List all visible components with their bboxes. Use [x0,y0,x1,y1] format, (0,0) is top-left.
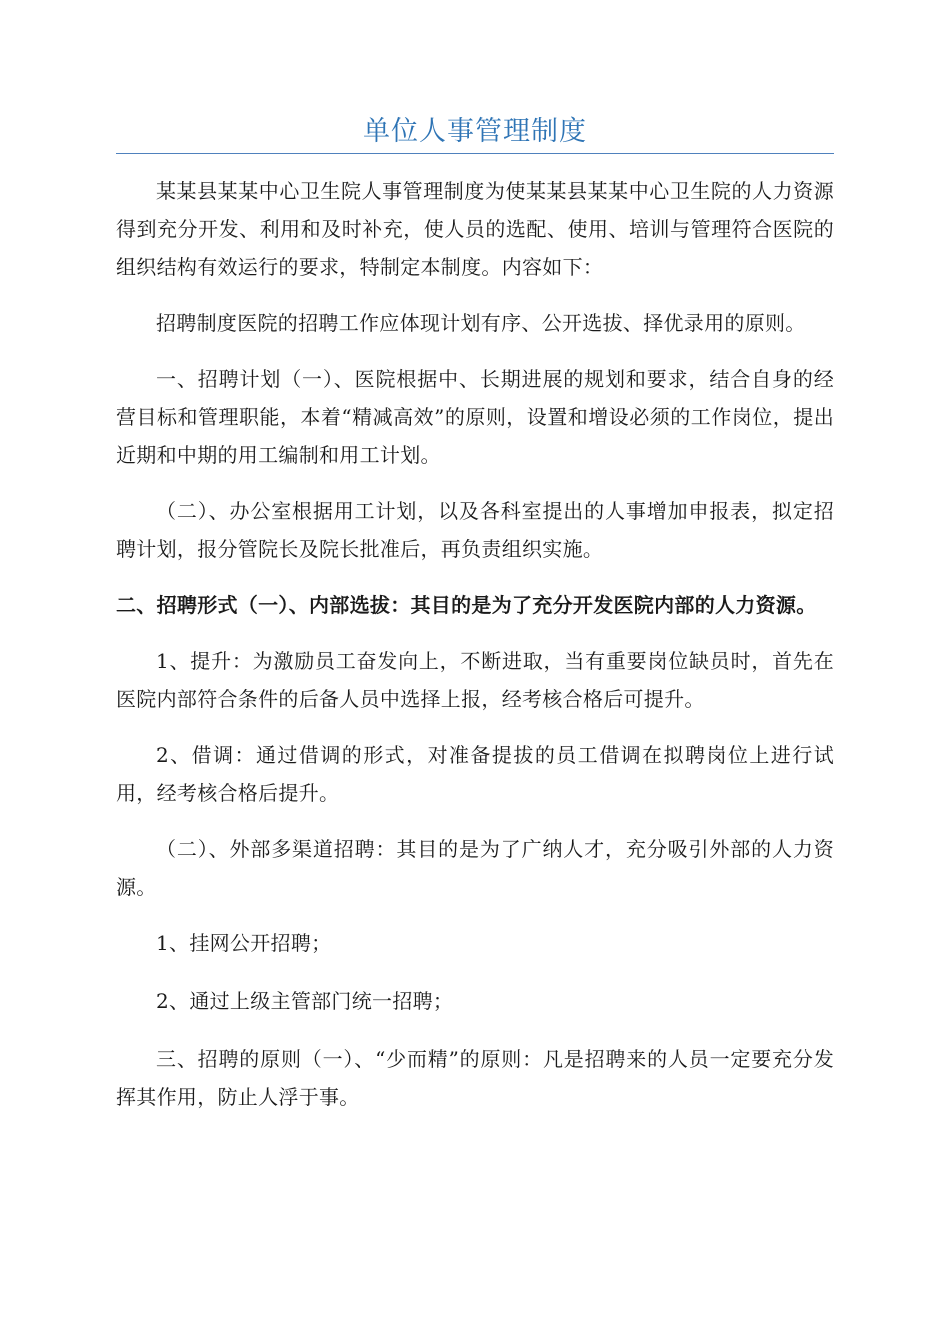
paragraph-intro: 某某县某某中心卫生院人事管理制度为使某某县某某中心卫生院的人力资源得到充分开发、利用和及时补充，使人员的选配、使用、培训与管理符合医院的组织结构有效运行的要求，特制定本制度。内容如下： [116,179,834,279]
section-heading-recruitment-forms: 二、招聘形式（一）、内部选拔：其目的是为了充分开发医院内部的人力资源。 [116,593,817,617]
paragraph-recruitment-policy: 招聘制度医院的招聘工作应体现计划有序、公开选拔、择优录用的原则。 [156,311,806,335]
paragraph-external-recruitment: （二）、外部多渠道招聘：其目的是为了广纳人才，充分吸引外部的人力资源。 [116,837,834,899]
paragraph-recruitment-plan-2: （二）、办公室根据用工计划，以及各科室提出的人事增加申报表，拟定招聘计划，报分管院长及院长批准后，再负责组织实施。 [116,499,834,561]
paragraph-recruitment-principles: 三、招聘的原则（一）、“少而精”的原则：凡是招聘来的人员一定要充分发挥其作用，防止人浮于事。 [116,1047,834,1109]
title-divider [116,153,834,154]
list-item-unified-recruitment: 2、通过上级主管部门统一招聘； [156,989,454,1013]
list-item-online-recruitment: 1、挂网公开招聘； [156,931,332,955]
paragraph-secondment: 2、借调：通过借调的形式，对准备提拔的员工借调在拟聘岗位上进行试用，经考核合格后提升。 [116,743,834,805]
paragraph-promotion: 1、提升：为激励员工奋发向上，不断进取，当有重要岗位缺员时，首先在医院内部符合条件的后备人员中选择上报，经考核合格后可提升。 [116,649,834,711]
document-title: 单位人事管理制度 [363,116,587,147]
document-body [116,172,834,1134]
paragraph-recruitment-plan-1: 一、招聘计划（一）、医院根据中、长期进展的规划和要求，结合自身的经营目标和管理职能，本着“精减高效”的原则，设置和增设必须的工作岗位，提出近期和中期的用工编制和用工计划。 [116,367,834,467]
